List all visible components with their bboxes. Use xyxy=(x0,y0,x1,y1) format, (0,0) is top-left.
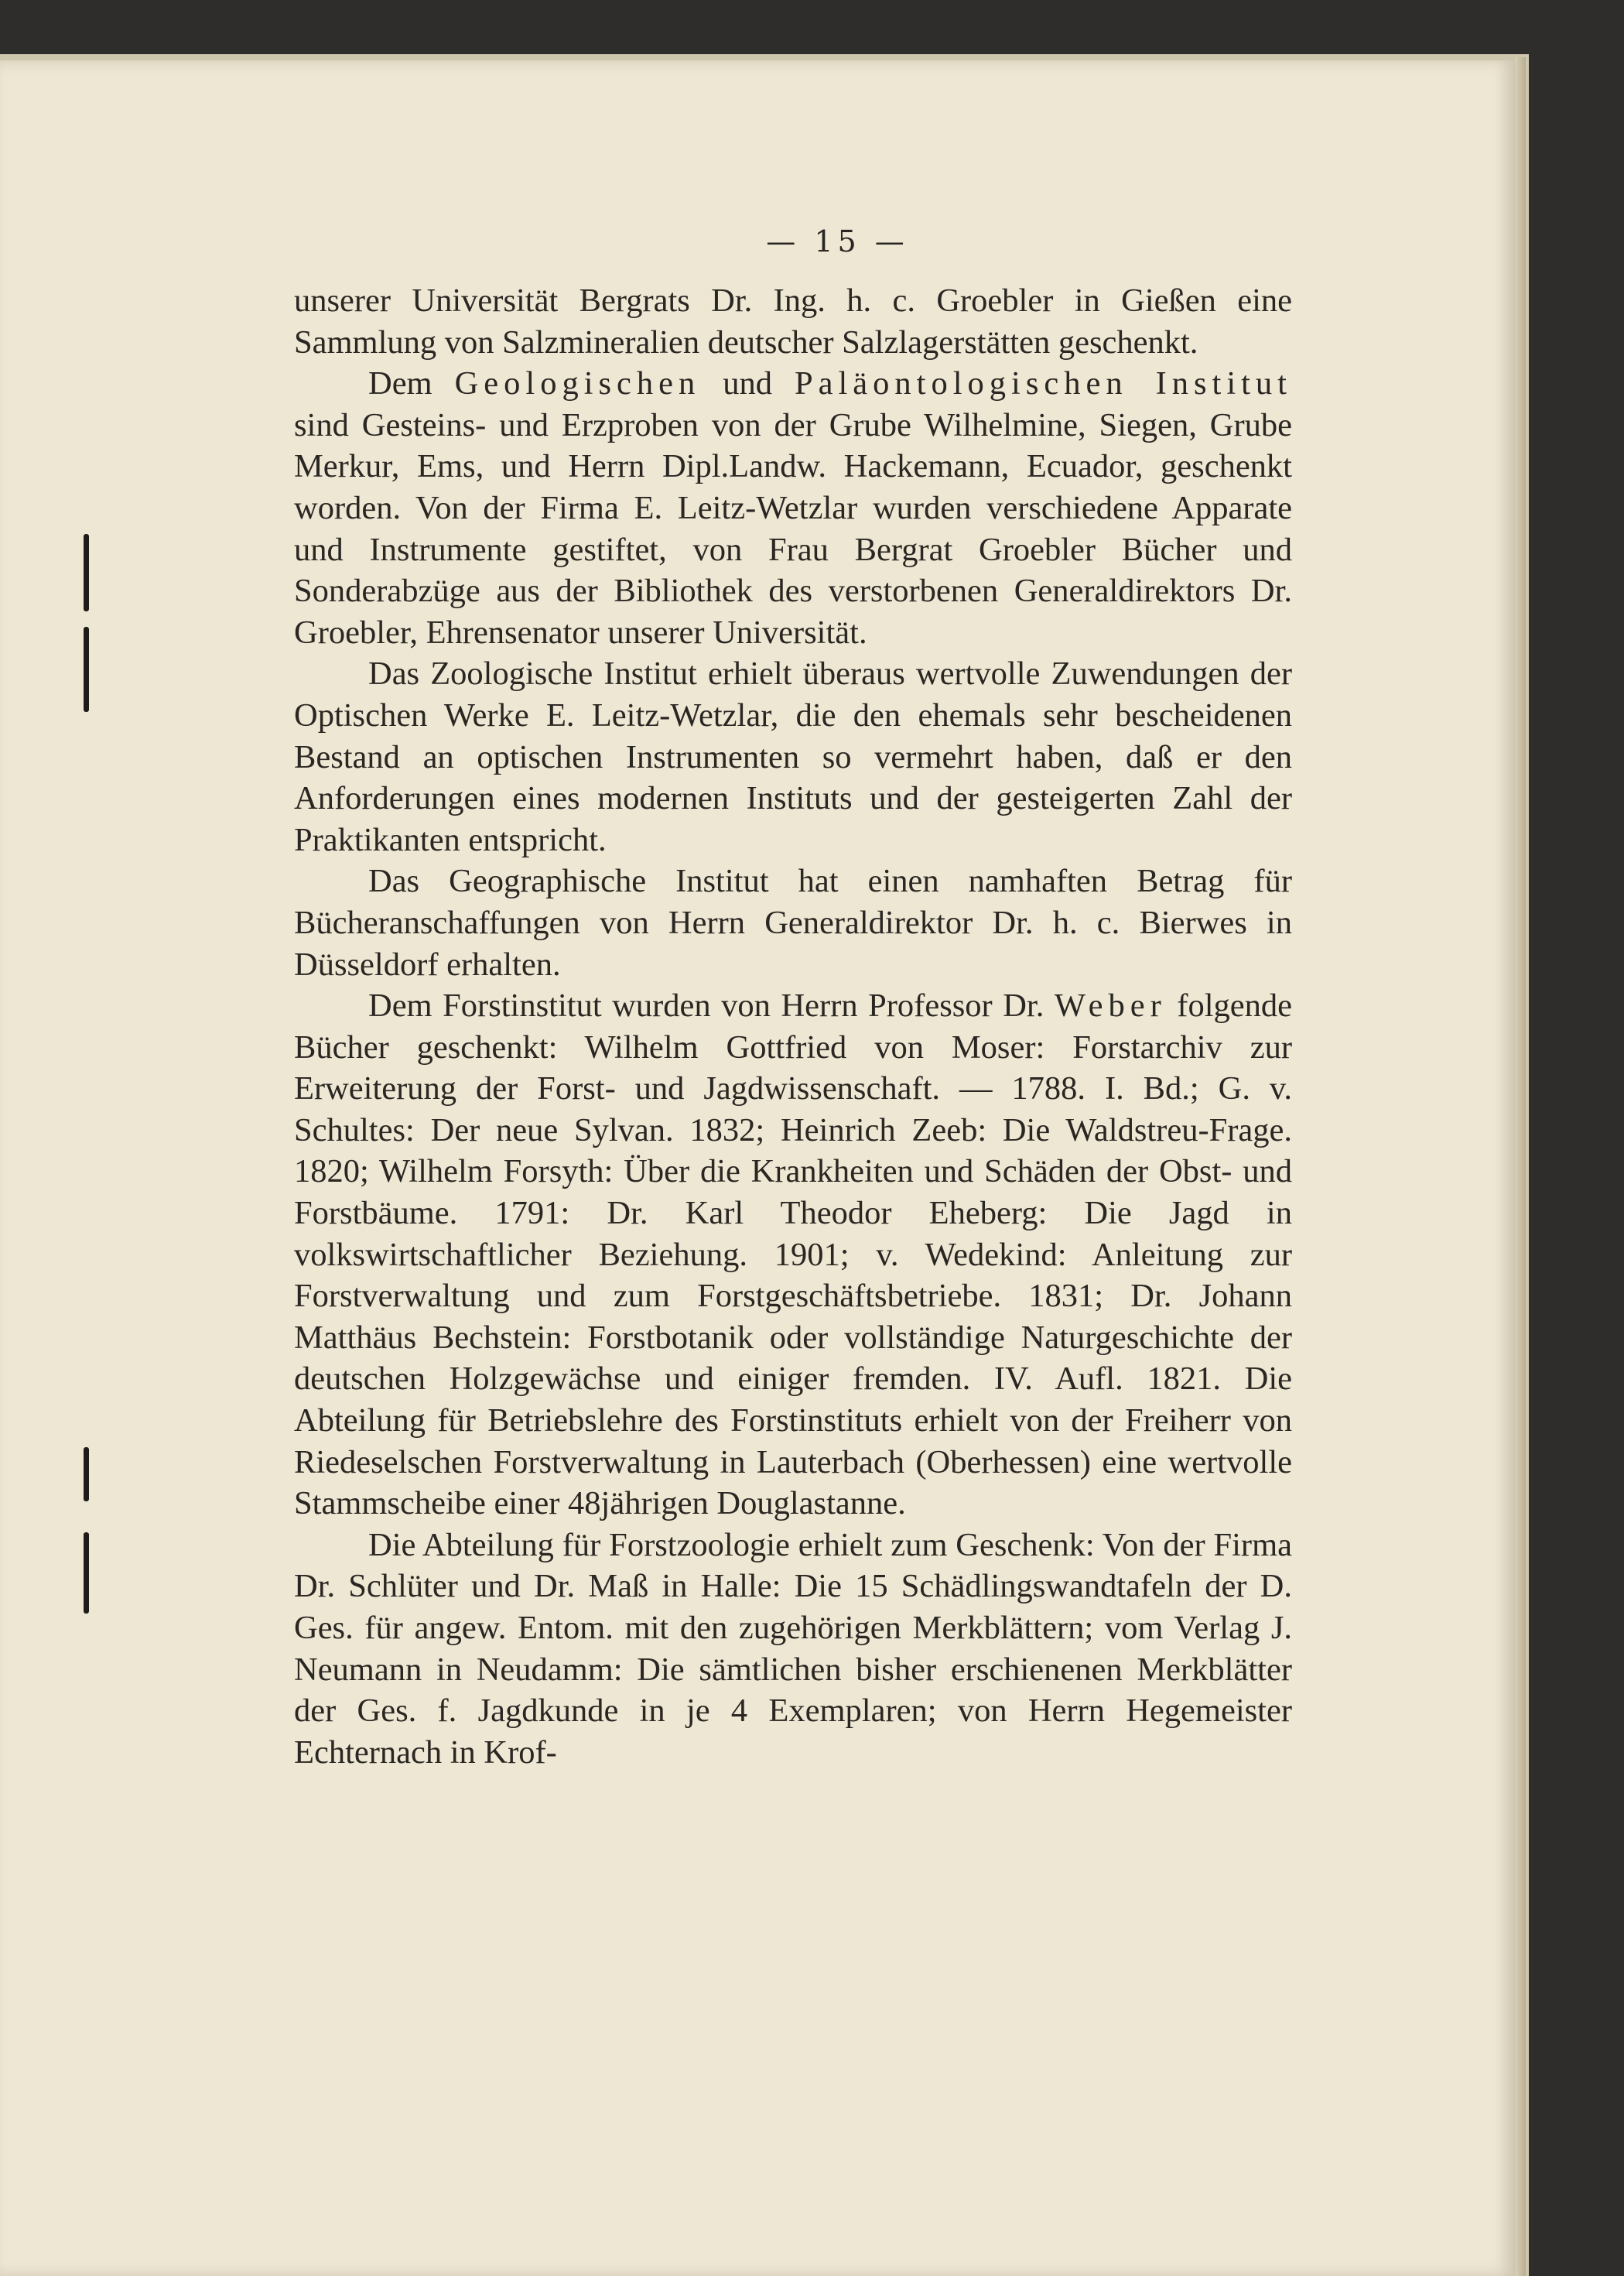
body-text xyxy=(294,280,1292,1773)
paragraph-text: sind Gesteins- und Erzproben von der Grube Wilhelmine, Siegen, Grube Merkur, Ems, und Herrn Dipl.Landw. Hackemann, Ecuador, geschenkt worden. Von der Firma E. Leitz-Wetzlar wurden verschiedene Apparate und Instrumente gestiftet, von Frau Bergrat Groebler Bücher und Sonderabzüge aus der Bibliothek des verstorbenen Generaldirektors Dr. Groebler, Ehrensenator unserer Universität. xyxy=(294,406,1292,651)
emphasized-name: Weber xyxy=(1054,987,1167,1025)
paragraph-lead: und xyxy=(700,365,795,402)
paragraph-text: Das Geographische Institut hat einen namhaften Betrag für Bücheranschaffungen von Herrn Generaldirektor Dr. h. c. Bierwes in Düsseldorf erhalten. xyxy=(294,863,1292,983)
paragraph-lead: Dem xyxy=(368,365,455,402)
paragraph-text: Die Abteilung für Forstzoologie erhielt zum Geschenk: Von der Firma Dr. Schlüter und Dr. Maß in Halle: Die 15 Schädlingswandtafeln der D. Ges. für angew. Entom. mit den zugehörigen Merkblättern; vom Verlag J. Neumann in Neudamm: Die sämtlichen bisher erschienenen Merkblätter der Ges. f. Jagdkunde in je 4 Exemplaren; von Herrn Hegemeister Echternach in Krof- xyxy=(294,1526,1292,1771)
paragraph xyxy=(294,280,1292,363)
paragraph xyxy=(294,861,1292,985)
margin-mark xyxy=(84,1532,89,1614)
margin-mark xyxy=(84,534,89,611)
paragraph-text: unserer Universität Bergrats Dr. Ing. h. c. Groebler in Gießen eine Sammlung von Salzmineralien deutscher Salzlagerstätten geschenkt. xyxy=(294,282,1292,361)
margin-mark xyxy=(84,1447,89,1501)
paragraph xyxy=(294,985,1292,1525)
paragraph-text: folgende Bücher geschenkt: Wilhelm Gottfried von Moser: Forstarchiv zur Erweiterung der Forst- und Jagdwissenschaft. — 1788. I. Bd.; G. v. Schultes: Der neue Sylvan. 1832; Heinrich Zeeb: Die Waldstreu-Frage. 1820; Wilhelm Forsyth: Über die Krankheiten und Schäden der Obst- und Forstbäume. 1791: Dr. Karl Theodor Eheberg: Die Jagd in volkswirtschaftlicher Beziehung. 1901; v. Wedekind: Anleitung zur Forstverwaltung und zum Forstgeschäftsbetriebe. 1831; Dr. Johann Matthäus Bechstein: Forstbotanik oder vollständige Naturgeschichte der deutschen Holzgewächse und einiger fremden. IV. Aufl. 1821. Die Abteilung für Betriebslehre des Forstinstituts erhielt von der Freiherr von Riedeselschen Forstverwaltung in Lauterbach (Oberhessen) eine wertvolle Stammscheibe einer 48jährigen Douglastanne. xyxy=(294,987,1292,1522)
paragraph xyxy=(294,653,1292,861)
paragraph xyxy=(294,363,1292,653)
emphasized-name: Geologischen xyxy=(454,365,701,402)
page-edge xyxy=(1515,57,1526,2276)
margin-mark xyxy=(84,627,89,712)
paragraph-lead: Dem Forstinstitut wurden von Herrn Professor Dr. xyxy=(368,987,1055,1025)
paragraph xyxy=(294,1525,1292,1774)
emphasized-name: Paläontologischen Institut xyxy=(794,365,1292,402)
paragraph-text: Das Zoologische Institut erhielt überaus wertvolle Zuwendungen der Optischen Werke E. Leitz-Wetzlar, die den ehemals sehr bescheidenen Bestand an optischen Instrumenten so vermehrt haben, daß er den Anforderungen eines modernen Instituts und der gesteigerten Zahl der Praktikanten entspricht. xyxy=(294,655,1292,858)
page-number: — 15 — xyxy=(766,224,909,258)
